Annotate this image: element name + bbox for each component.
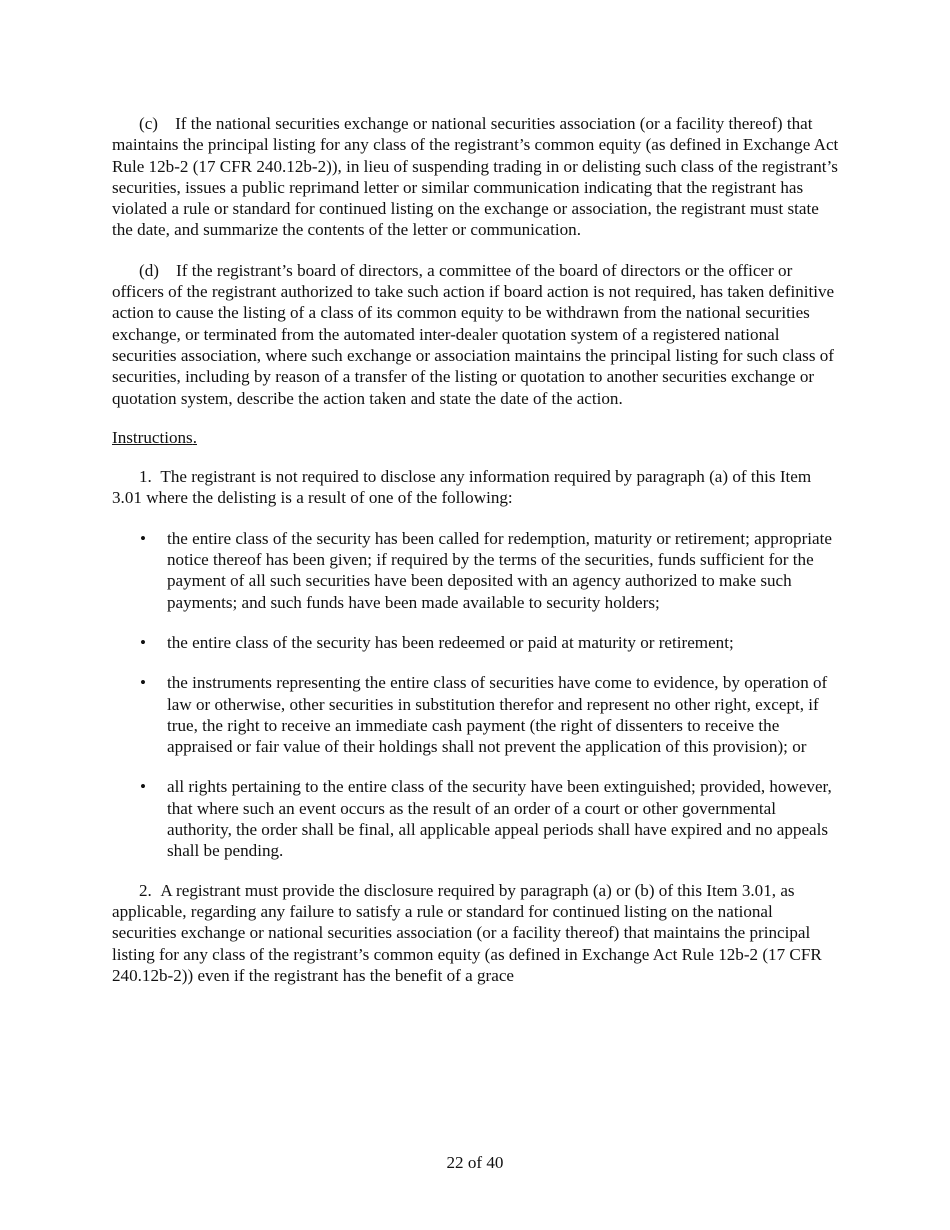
page-number: 22 of 40 [446, 1153, 504, 1172]
instruction-1 [112, 466, 840, 509]
paragraph-d [112, 260, 840, 409]
instruction-1-text: The registrant is not required to disclose any information required by paragraph (a) of this Item 3.01 where the delisting is a result of one of the following: [112, 467, 812, 508]
instruction-2 [112, 880, 840, 986]
paragraph-c [112, 113, 840, 241]
instruction-1-number: 1. [139, 467, 152, 487]
list-item-text: all rights pertaining to the entire class of the security have been extinguished; provided, however, that where such an event occurs as the result of an order of a court or other governmental authority, the order shall be final, all applicable appeal periods shall have expired and no appeals shall be pending. [167, 777, 832, 861]
list-item-text: the entire class of the security has been called for redemption, maturity or retirement; appropriate notice thereof has been given; if required by the terms of the securities, funds sufficient for the payment of all such securities have been deposited with an agency authorized to make such payments; and such funds have been made available to security holders; [167, 528, 832, 612]
instruction-2-text: A registrant must provide the disclosure required by paragraph (a) or (b) of this Item 3.01, as applicable, regarding any failure to satisfy a rule or standard for continued listing on the national securities exchange or national securities association (or a facility thereof) that maintains the principal listing for any class of the registrant’s common equity (as defined in Exchange Act Rule 12b-2 (17 CFR 240.12b-2)) even if the registrant has the benefit of a grace [112, 880, 822, 985]
instructions-heading: Instructions. [112, 427, 197, 447]
bullet-icon: • [140, 528, 146, 548]
delisting-exceptions-list [112, 528, 840, 862]
paragraph-c-text: If the national securities exchange or national securities association (or a facility thereof) that maintains the principal listing for any class of the registrant’s common equity (as defined in Exchange Act Rule 12b-2 (17 CFR 240.12b-2)), in lieu of suspending trading in or delisting such class of the registrant’s securities, issues a public reprimand letter or similar communication indicating that the registrant has violated a rule or standard for continued listing on the exchange or association, the registrant must state the date, and summarize the contents of the letter or communication. [112, 114, 839, 240]
instruction-2-number: 2. [139, 880, 152, 900]
paragraph-d-text: If the registrant’s board of directors, a committee of the board of directors or the officer or officers of the registrant authorized to take such action if board action is not required, has taken definitive action to cause the listing of a class of its common equity to be withdrawn from the national securities exchange, or terminated from the automated inter-dealer quotation system of a registered national securities association, where such exchange or association maintains the principal listing for such class of securities, including by reason of a transfer of the listing or quotation to another securities exchange or quotation system, describe the action taken and state the date of the action. [112, 260, 835, 408]
list-item [112, 776, 840, 861]
paragraph-d-label: (d) [139, 260, 159, 280]
list-item-text: the entire class of the security has been redeemed or paid at maturity or retirement; [167, 632, 734, 652]
instructions-heading-text: Instructions [112, 427, 193, 447]
bullet-icon: • [140, 673, 146, 693]
list-item [112, 528, 840, 613]
list-item [112, 632, 840, 653]
bullet-icon: • [140, 777, 146, 797]
list-item [112, 672, 840, 757]
document-page [112, 113, 840, 986]
list-item-text: the instruments representing the entire class of securities have come to evidence, by operation of law or otherwise, other securities in substitution therefor and represent no other right, except, if true, the right to receive an immediate cash payment (the right of dissenters to receive the appraised or fair value of their holdings shall not prevent the application of this provision); or [167, 673, 828, 757]
bullet-icon: • [140, 632, 146, 652]
paragraph-c-label: (c) [139, 114, 158, 133]
